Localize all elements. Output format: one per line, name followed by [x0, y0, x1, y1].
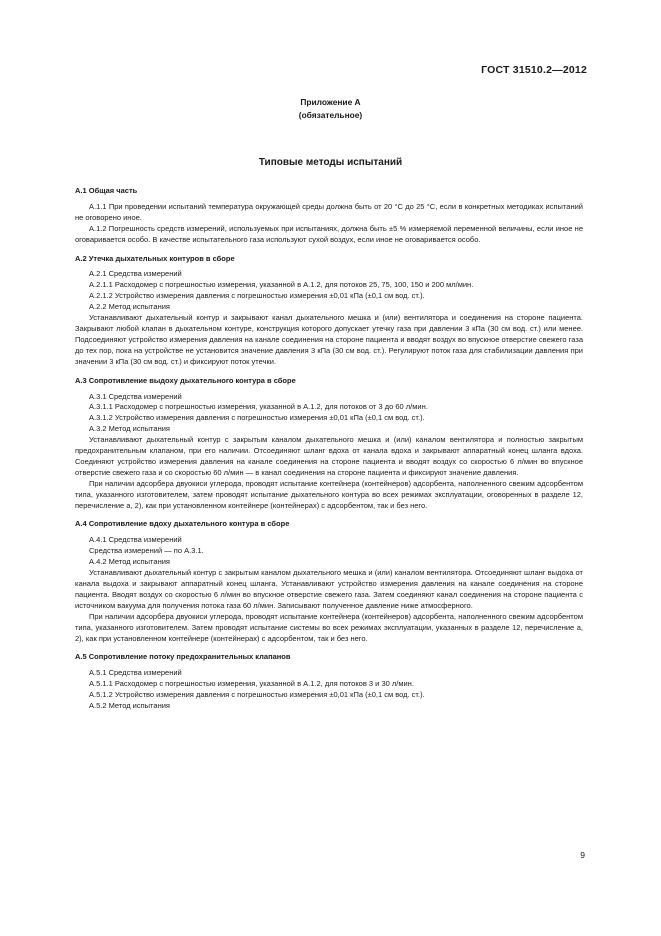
paragraph: Устанавливают дыхательный контур с закрытым каналом дыхательного мешка и (или) каналом вентилятора. Отсоединяют шланг выдоха от канала выдоха и закрывают аппаратный конец шланга. Устанавливают устройство измерения давления на канале соединения на стороне пациента. Вводят воздух со скоростью 6 л/мин во впускное отверстие свежего газа. Затем соединяют канал соединения на стороне пациента с источником вакуума для получения потока газа 60 л/мин. Записывают полученное давление ниже атмосферного.: [75, 568, 583, 610]
subsection-heading: А.3.1 Средства измерений: [89, 391, 182, 401]
document-body: [75, 186, 583, 712]
paragraph: А.3.1.2 Устройство измерения давления с погрешностью измерения ±0,01 кПа (±0,1 см вод. ст.).: [89, 413, 425, 423]
section-title-a3: А.3 Сопротивление выдоху дыхательного контура в сборе: [75, 375, 296, 385]
subsection-heading: А.5.2 Метод испытания: [89, 701, 170, 711]
paragraph: А.2.1.2 Устройство измерения давления с погрешностью измерения ±0,01 кПа (±0,1 см вод. ст.).: [89, 291, 425, 301]
paragraph: А.1.1 При проведении испытаний температура окружающей среды должна быть от 20 °С до 25 °С, если в конкретных методиках испытаний не оговорено иное.: [75, 201, 583, 222]
paragraph: А.5.1.2 Устройство измерения давления с погрешностью измерения ±0,01 кПа (±0,1 см вод. ст.).: [89, 690, 425, 700]
page-number: 9: [580, 850, 585, 860]
section-title-a4: А.4 Сопротивление вдоху дыхательного контура в сборе: [75, 519, 290, 529]
annex-status: (обязательное): [298, 110, 363, 120]
section-title-a5: А.5 Сопротивление потоку предохранительных клапанов: [75, 652, 291, 662]
section-title-a1: А.1 Общая часть: [75, 186, 138, 195]
paragraph: А.1.2 Погрешность средств измерений, используемых при испытаниях, должна быть ±5 % измеряемой переменной величины, если иное не оговаривается особо. В качестве испытательного газа используют сухой воздух, если иное не оговаривается особо.: [75, 223, 583, 244]
section-title-a2: А.2 Утечка дыхательных контуров в сборе: [75, 253, 235, 263]
paragraph: Устанавливают дыхательный контур с закрытым каналом дыхательного мешка и (или) каналом вентилятора и полностью закрытым предохранительным клапаном, при его наличии. Отсоединяют шланг вдоха от канала вдоха и закрывают аппаратный конец шланга вдоха. Соединяют устройство измерения давления на канале соединения на стороне пациента и вводят воздух со скоростью 6 л/мин во впускное отверстие свежего газа и со скоростью 60 л/мин — в канал соединения на стороне пациента и фиксируют значение давления.: [75, 435, 583, 477]
annex-heading: Типовые методы испытаний: [258, 157, 403, 168]
subsection-heading: А.5.1 Средства измерений: [89, 668, 182, 678]
subsection-heading: А.4.2 Метод испытания: [89, 557, 170, 567]
paragraph: А.2.1.1 Расходомер с погрешностью измерения, указанной в А.1.2, для потоков 25, 75, 100, 150 и 200 мл/мин.: [89, 280, 474, 290]
subsection-heading: А.4.1 Средства измерений: [89, 535, 182, 545]
paragraph: Устанавливают дыхательный контур и закрывают канал дыхательного мешка и (или) вентилятора и соединения на стороне пациента. Закрывают любой клапан в дыхательном контуре, конструкция которого допускает утечку газа при давлении 3 кПа (30 см вод. ст.) или менее. Подсоединяют устройство измерения давления на канале соединения на стороне пациента и вводят воздух во впускное отверстие свежего газа до тех пор, пока на устройстве не установится значение давления 3 кПа (30 см вод. ст.). Регулируют поток газа для стабилизации давления при значении 3 кПа (30 см вод. ст.) и фиксируют поток утечки.: [75, 313, 583, 366]
paragraph: При наличии адсорбера двуокиси углерода, проводят испытание контейнера (контейнеров) адсорбента, наполненного свежим адсорбентом типа, указанного изготовителем, затем проводят испытание дыхательного контура во всех режимах эксплуатации, оговоренных в разделе 12, перечисление а, 2), как при установленном контейнере (контейнерах) с адсорбентом, так и без него.: [75, 478, 583, 510]
paragraph: А.5.1.1 Расходомер с погрешностью измерения, указанной в А.1.2, для потоков 3 и 30 л/мин.: [89, 679, 414, 689]
paragraph: А.3.1.1 Расходомер с погрешностью измерения, указанной в А.1.2, для потоков от 3 до 60 л/мин.: [89, 402, 428, 412]
document-number: ГОСТ 31510.2—2012: [481, 64, 587, 76]
subsection-heading: А.2.1 Средства измерений: [89, 269, 182, 279]
subsection-heading: А.3.2 Метод испытания: [89, 424, 170, 434]
paragraph: При наличии адсорбера двуокиси углерода, проводят испытание контейнера (контейнеров) адсорбента, наполненного свежим адсорбентом типа, указанного изготовителем. Затем проводят испытание системы во всех режимах эксплуатации, указанных в разделе 12, перечисление а, 2), как при установленном контейнере (контейнерах) с адсорбентом, так и без него.: [75, 611, 583, 643]
paragraph: Средства измерений — по А.3.1.: [89, 546, 204, 556]
subsection-heading: А.2.2 Метод испытания: [89, 302, 170, 312]
annex-title: Приложение А: [300, 97, 361, 107]
